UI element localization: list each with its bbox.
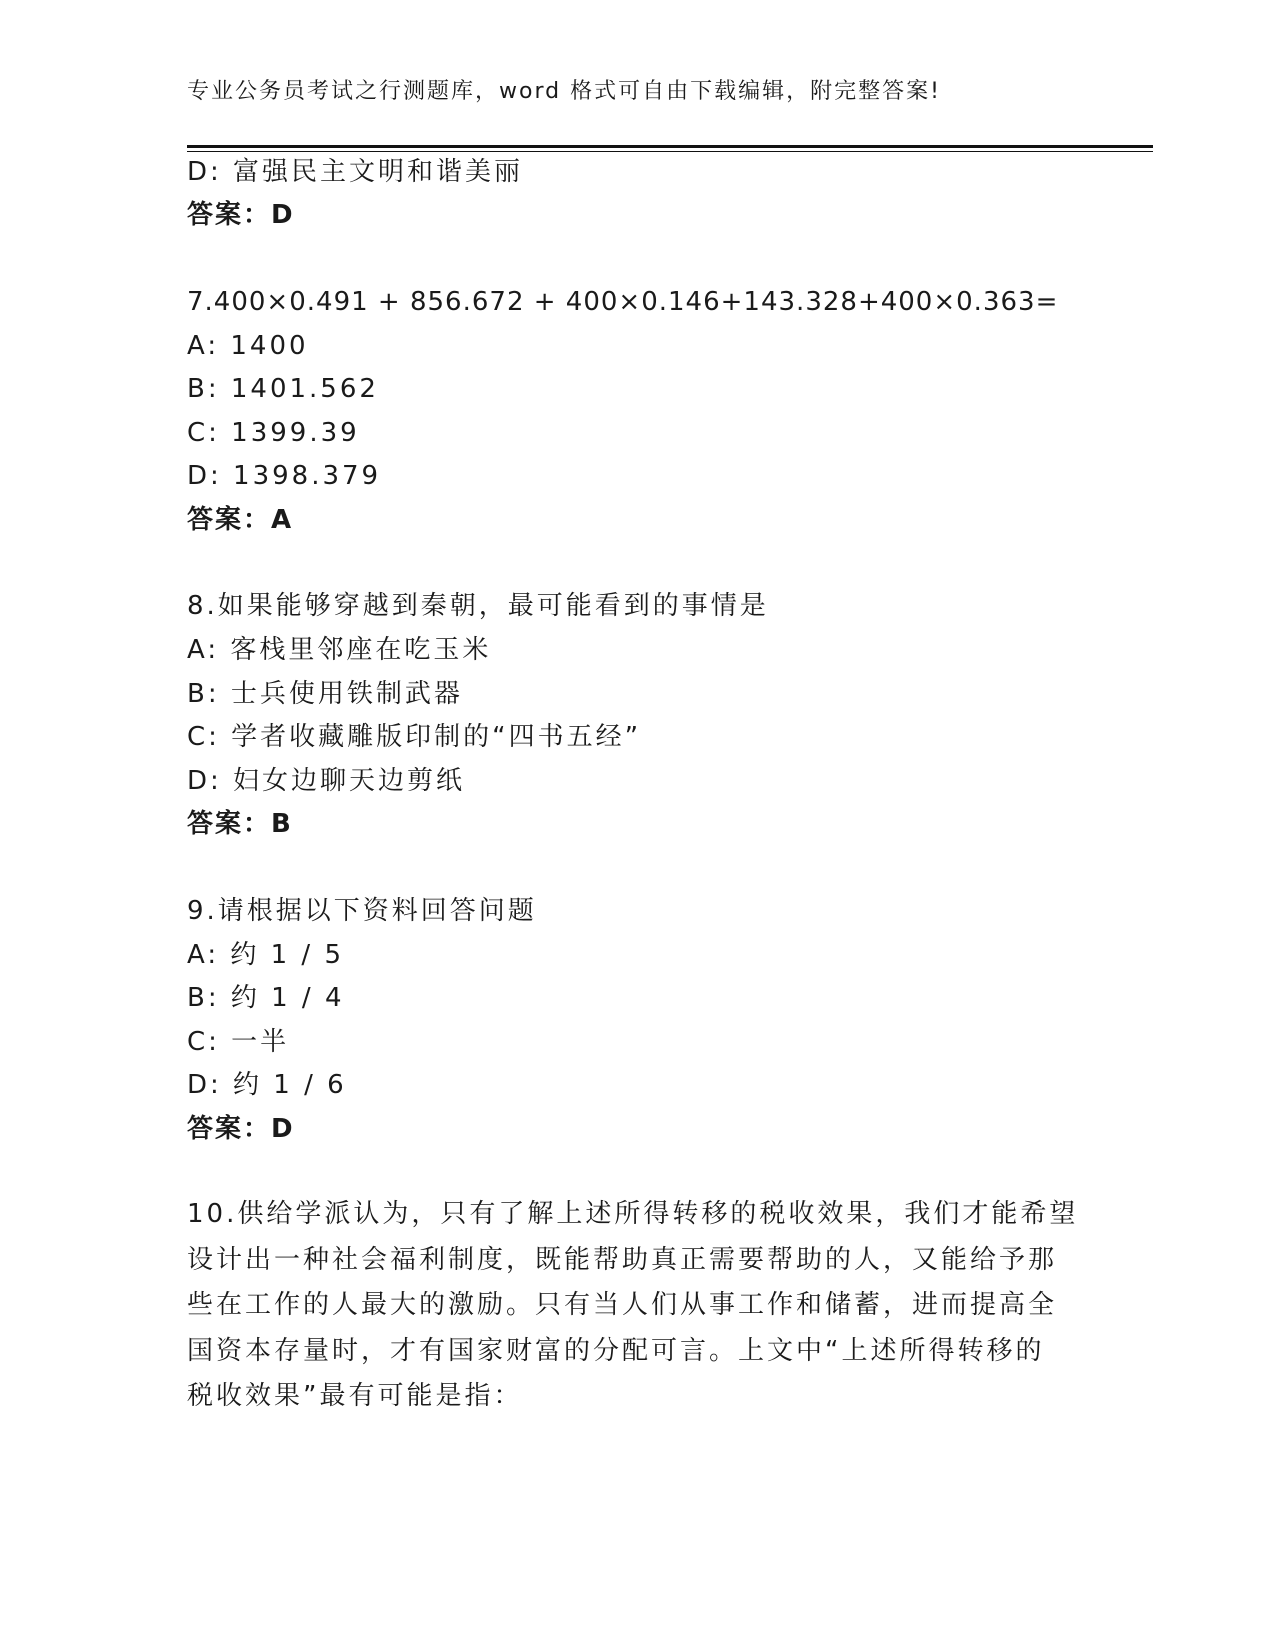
- q7-stem: 7.400×0.491 + 856.672 + 400×0.146+143.328+400×0.363=: [187, 287, 1059, 317]
- q6-answer: 答案：D: [187, 200, 295, 230]
- q7-option-c: C: 1399.39: [187, 418, 360, 448]
- q8-option-c: C: 学者收藏雕版印制的“四书五经”: [187, 722, 642, 752]
- q10-stem: [187, 1192, 1087, 1420]
- q9-stem: 9.请根据以下资料回答问题: [187, 896, 537, 926]
- q7-option-a: A: 1400: [187, 331, 309, 361]
- q8-option-a: A: 客栈里邻座在吃玉米: [187, 635, 492, 665]
- q8-answer: 答案：B: [187, 809, 293, 839]
- q7-option-d: D: 1398.379: [187, 461, 382, 491]
- q10-stem-line: 税收效果”最有可能是指：: [187, 1381, 523, 1411]
- q6-option-d: D: 富强民主文明和谐美丽: [187, 157, 524, 187]
- page-header: 专业公务员考试之行测题库，word 格式可自由下载编辑，附完整答案!: [187, 79, 941, 104]
- q9-option-c: C: 一半: [187, 1027, 290, 1057]
- q10-stem-line: 国资本存量时，才有国家财富的分配可言。上文中“上述所得转移的: [187, 1335, 1045, 1366]
- q8-option-d: D: 妇女边聊天边剪纸: [187, 766, 466, 796]
- q10-stem-line: 些在工作的人最大的激励。只有当人们从事工作和储蓄，进而提高全: [187, 1290, 1058, 1320]
- q10-stem-line: 10.供给学派认为，只有了解上述所得转移的税收效果，我们才能希望: [187, 1199, 1079, 1229]
- q9-option-b: B: 约 1 / 4: [187, 983, 345, 1013]
- q9-option-d: D: 约 1 / 6: [187, 1070, 347, 1100]
- q9-option-a: A: 约 1 / 5: [187, 940, 344, 970]
- q7-option-b: B: 1401.562: [187, 374, 379, 404]
- header-divider: [187, 145, 1153, 148]
- q7-answer: 答案：A: [187, 505, 294, 535]
- q8-stem: 8.如果能够穿越到秦朝，最可能看到的事情是: [187, 591, 769, 621]
- q8-option-b: B: 士兵使用铁制武器: [187, 679, 463, 709]
- q10-stem-line: 设计出一种社会福利制度，既能帮助真正需要帮助的人，又能给予那: [187, 1244, 1058, 1275]
- header-divider-thin: [187, 151, 1153, 152]
- q9-answer: 答案：D: [187, 1114, 295, 1144]
